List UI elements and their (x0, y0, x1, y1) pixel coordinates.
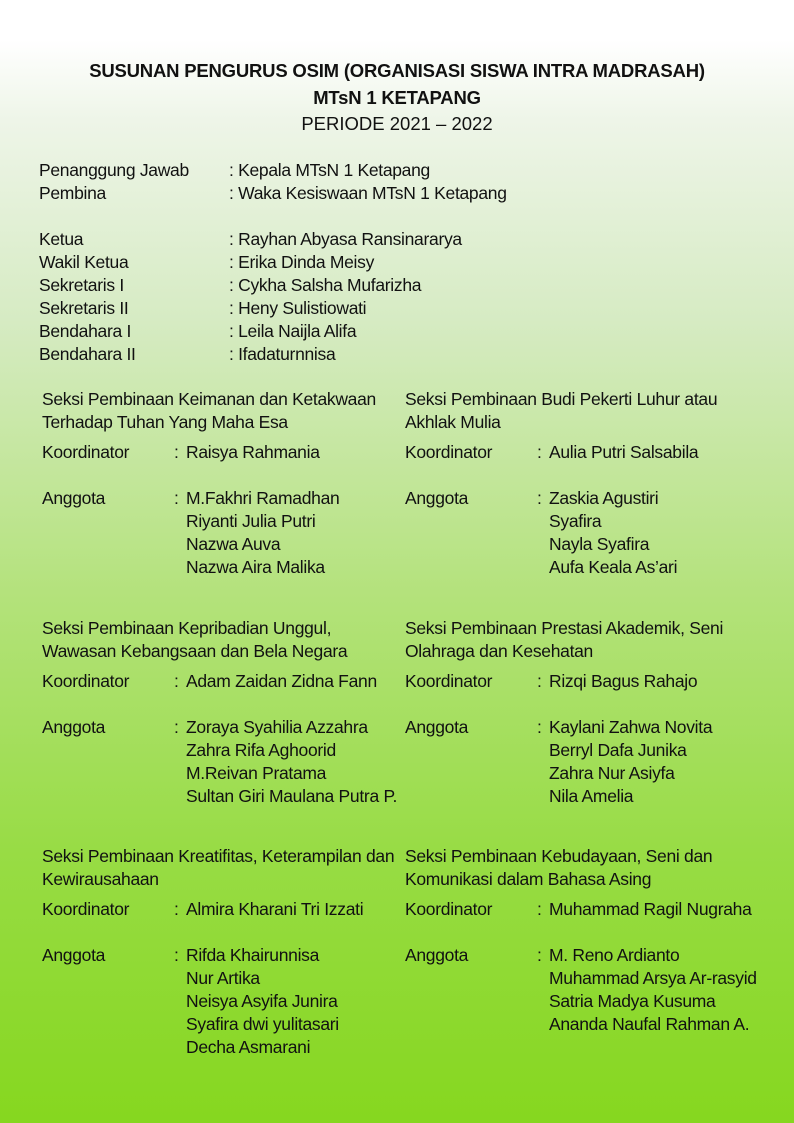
section-title (405, 388, 717, 434)
koordinator-name: Aulia Putri Salsabila (549, 442, 699, 462)
anggota-member: Ananda Naufal Rahman A. (549, 1014, 750, 1034)
colon: : (174, 945, 179, 965)
official-name: : Kepala MTsN 1 Ketapang (229, 160, 430, 180)
anggota-member: Nayla Syafira (549, 534, 650, 554)
section-title (42, 617, 347, 663)
koordinator-name: Raisya Rahmania (186, 442, 320, 462)
section-title-line: Terhadap Tuhan Yang Maha Esa (42, 412, 288, 432)
official-row (39, 297, 739, 320)
official-row (39, 320, 739, 343)
official-role: Bendahara I (39, 321, 132, 341)
official-name: : Cykha Salsha Mufarizha (229, 275, 422, 295)
section-title (42, 845, 394, 891)
header-title: SUSUNAN PENGURUS OSIM (ORGANISASI SISWA INTRA MADRASAH) (89, 60, 705, 81)
official-row (39, 274, 739, 297)
official-role: Penanggung Jawab (39, 160, 189, 180)
official-role: Sekretaris II (39, 298, 129, 318)
anggota-list (549, 487, 677, 579)
anggota-list (549, 716, 712, 808)
section-title-line: Seksi Pembinaan Keimanan dan Ketakwaan (42, 389, 376, 409)
anggota-member: Riyanti Julia Putri (186, 511, 316, 531)
section-title-line: Seksi Pembinaan Kebudayaan, Seni dan (405, 846, 713, 866)
official-row (39, 228, 739, 251)
colon: : (174, 671, 179, 691)
section-title-line: Kewirausahaan (42, 869, 159, 889)
anggota-member: Muhammad Arsya Ar-rasyid (549, 968, 757, 988)
section-title-line: Akhlak Mulia (405, 412, 501, 432)
official-name: : Ifadaturnnisa (229, 344, 336, 364)
colon: : (537, 442, 542, 462)
koordinator-name: Muhammad Ragil Nugraha (549, 899, 752, 919)
section-title (42, 388, 376, 434)
anggota-list (549, 944, 757, 1036)
anggota-member: Syafira (549, 511, 602, 531)
colon: : (174, 717, 179, 737)
official-role: Wakil Ketua (39, 252, 129, 272)
official-row (39, 343, 739, 366)
official-row (39, 159, 739, 182)
official-row (39, 251, 739, 274)
koordinator-label: Koordinator (42, 899, 130, 919)
section-title-line: Seksi Pembinaan Kepribadian Unggul, (42, 618, 332, 638)
official-row (39, 182, 739, 205)
colon: : (537, 945, 542, 965)
anggota-member: Decha Asmarani (186, 1037, 311, 1057)
anggota-member: Rifda Khairunnisa (186, 945, 320, 965)
section-title-line: Komunikasi dalam Bahasa Asing (405, 869, 652, 889)
official-role: Pembina (39, 183, 106, 203)
colon: : (537, 488, 542, 508)
anggota-member: Zahra Rifa Aghoorid (186, 740, 336, 760)
official-name: : Rayhan Abyasa Ransinararya (229, 229, 462, 249)
anggota-list (186, 944, 339, 1059)
koordinator-row (42, 898, 402, 921)
koordinator-label: Koordinator (405, 442, 493, 462)
anggota-label: Anggota (405, 717, 469, 737)
colon: : (174, 488, 179, 508)
anggota-member: M.Reivan Pratama (186, 763, 327, 783)
anggota-member: Nila Amelia (549, 786, 634, 806)
section-title (405, 617, 723, 663)
koordinator-name: Adam Zaidan Zidna Fann (186, 671, 377, 691)
koordinator-row (42, 441, 402, 464)
colon: : (537, 671, 542, 691)
anggota-label: Anggota (42, 488, 106, 508)
anggota-member: Sultan Giri Maulana Putra P. (186, 786, 398, 806)
koordinator-row (42, 670, 402, 693)
official-name: : Leila Naijla Alifa (229, 321, 357, 341)
official-role: Sekretaris I (39, 275, 124, 295)
official-name: : Heny Sulistiowati (229, 298, 367, 318)
anggota-member: Kaylani Zahwa Novita (549, 717, 713, 737)
anggota-member: Zaskia Agustiri (549, 488, 659, 508)
anggota-label: Anggota (42, 945, 106, 965)
section-title-line: Seksi Pembinaan Prestasi Akademik, Seni (405, 618, 724, 638)
anggota-member: Aufa Keala As’ari (549, 557, 678, 577)
anggota-list (186, 487, 339, 579)
section-title-line: Wawasan Kebangsaan dan Bela Negara (42, 641, 348, 661)
official-role: Ketua (39, 229, 84, 249)
koordinator-label: Koordinator (405, 671, 493, 691)
koordinator-name: Rizqi Bagus Rahajo (549, 671, 698, 691)
anggota-list (186, 716, 397, 808)
colon: : (537, 717, 542, 737)
official-role: Bendahara II (39, 344, 136, 364)
koordinator-row (405, 898, 765, 921)
anggota-member: Neisya Asyifa Junira (186, 991, 338, 1011)
anggota-member: Zahra Nur Asiyfa (549, 763, 675, 783)
colon: : (174, 442, 179, 462)
koordinator-label: Koordinator (405, 899, 493, 919)
anggota-member: Nur Artika (186, 968, 260, 988)
colon: : (537, 899, 542, 919)
colon: : (174, 899, 179, 919)
anggota-member: M.Fakhri Ramadhan (186, 488, 340, 508)
anggota-member: Syafira dwi yulitasari (186, 1014, 339, 1034)
header-period: PERIODE 2021 – 2022 (301, 113, 493, 134)
section-title-line: Seksi Pembinaan Kreatifitas, Keterampilan dan (42, 846, 395, 866)
section-title-line: Olahraga dan Kesehatan (405, 641, 593, 661)
official-name: : Erika Dinda Meisy (229, 252, 375, 272)
anggota-label: Anggota (405, 488, 469, 508)
anggota-label: Anggota (405, 945, 469, 965)
anggota-member: Zoraya Syahilia Azzahra (186, 717, 368, 737)
header-school: MTsN 1 KETAPANG (313, 87, 481, 108)
koordinator-label: Koordinator (42, 671, 130, 691)
koordinator-name: Almira Kharani Tri Izzati (186, 899, 364, 919)
anggota-label: Anggota (42, 717, 106, 737)
anggota-member: M. Reno Ardianto (549, 945, 680, 965)
anggota-member: Satria Madya Kusuma (549, 991, 716, 1011)
section-title-line: Seksi Pembinaan Budi Pekerti Luhur atau (405, 389, 718, 409)
koordinator-label: Koordinator (42, 442, 130, 462)
official-name: : Waka Kesiswaan MTsN 1 Ketapang (229, 183, 507, 203)
anggota-member: Nazwa Aira Malika (186, 557, 325, 577)
section-title (405, 845, 712, 891)
anggota-member: Nazwa Auva (186, 534, 281, 554)
koordinator-row (405, 670, 765, 693)
koordinator-row (405, 441, 765, 464)
anggota-member: Berryl Dafa Junika (549, 740, 687, 760)
